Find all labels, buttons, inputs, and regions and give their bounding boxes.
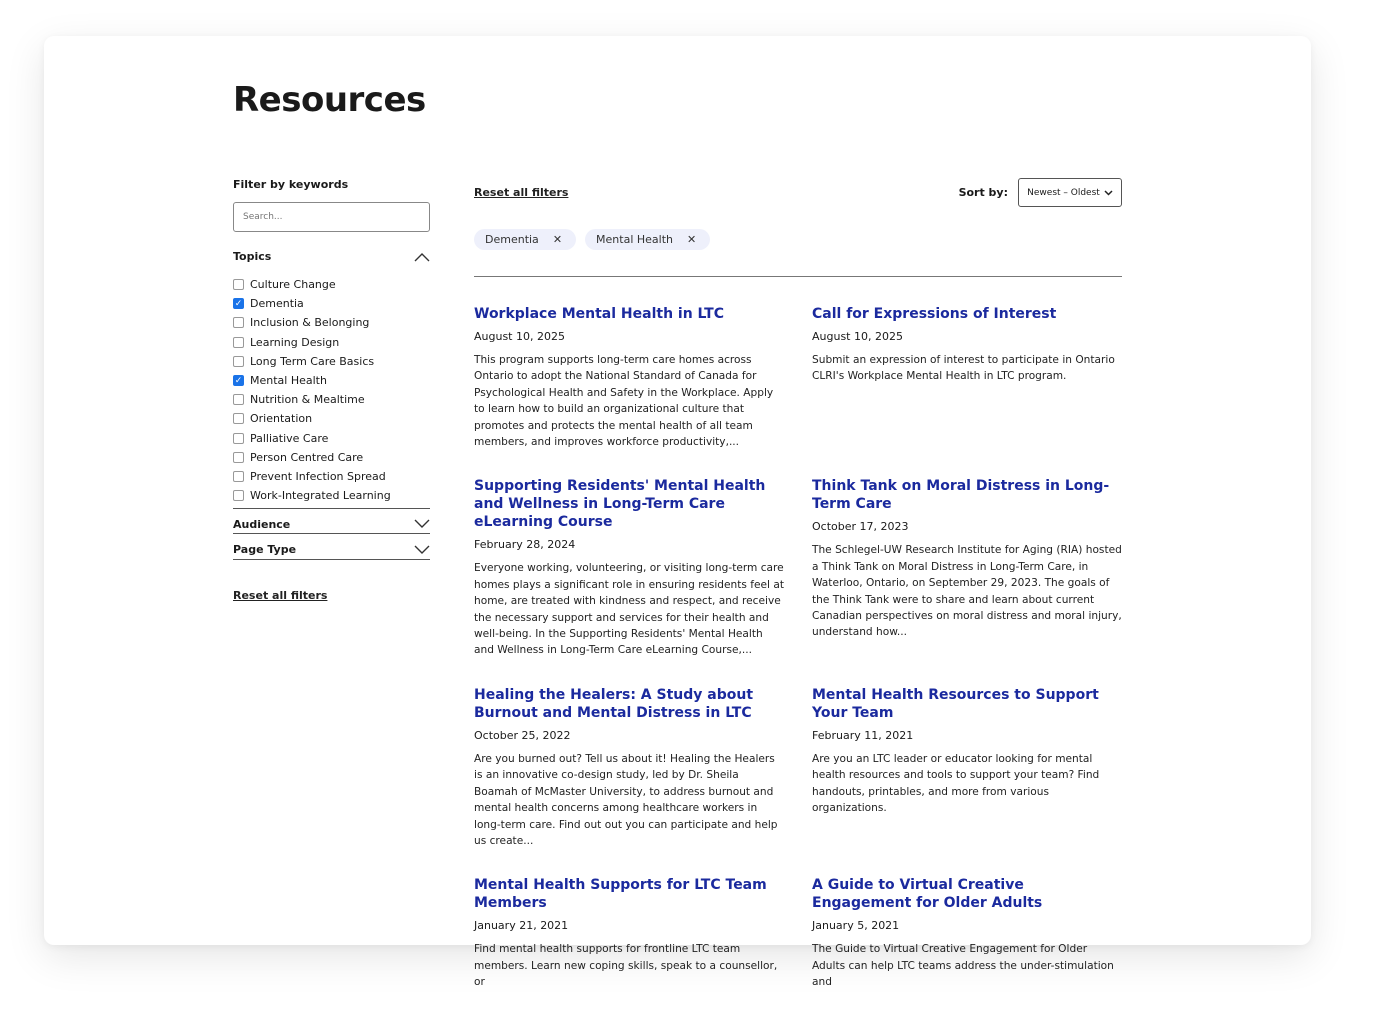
remove-chip-icon[interactable]: ✕ (552, 233, 563, 246)
result-item (812, 305, 1122, 450)
topic-checkbox[interactable] (233, 452, 244, 463)
page-type-accordion[interactable] (233, 534, 430, 560)
topics-header[interactable] (233, 250, 430, 263)
result-date: August 10, 2025 (812, 330, 903, 343)
result-date: January 21, 2021 (474, 919, 569, 933)
filter-chip (585, 229, 710, 250)
result-description: Find mental health supports for frontline LTC team members. Learn new coping skills, speak to a counsellor, or (474, 943, 778, 989)
result-description: This program supports long-term care homes across Ontario to adopt the National Standard of Canada for Psychological Health and Safety in the Workplace. Apply to learn how to build an organizational culture that promotes and protects the mental health of all team members, and improves workforce productivity,... (474, 354, 774, 449)
page-card (44, 36, 1311, 989)
topic-item[interactable] (233, 467, 430, 486)
result-description: Are you an LTC leader or educator looking for mental health resources and tools to support your team? Find handouts, printables, and more from various organizations. (812, 752, 1100, 815)
topic-item[interactable] (233, 333, 430, 352)
results-area (474, 178, 1122, 1018)
topic-item[interactable] (233, 371, 430, 390)
filter-sidebar (233, 178, 430, 602)
result-item (474, 305, 784, 450)
chip-label: Mental Health (596, 233, 673, 246)
result-date: October 25, 2022 (474, 728, 571, 742)
result-date: February 28, 2024 (474, 538, 576, 552)
topic-checkbox[interactable] (233, 433, 244, 444)
results-grid (474, 305, 1122, 1018)
audience-accordion[interactable] (233, 508, 430, 534)
result-item (812, 686, 1122, 849)
topic-checkbox[interactable]: ✓ (234, 375, 243, 386)
topic-checkbox[interactable] (233, 356, 244, 367)
topic-label: Dementia (250, 297, 304, 311)
result-date: October 17, 2023 (812, 520, 909, 534)
topic-item[interactable] (233, 294, 430, 313)
chevron-down-icon[interactable] (414, 519, 430, 529)
topic-label: Prevent Infection Spread (250, 469, 386, 483)
topic-label: Palliative Care (250, 431, 329, 445)
topic-item[interactable] (233, 313, 430, 332)
divider (474, 276, 1122, 277)
result-description: The Schlegel-UW Research Institute for Aging (RIA) hosted a Think Tank on Moral Distress in Long-Term Care, in Waterloo, Ontario, on September 29, 2023. The goals of the Think Tank were to share and learn about current Canadian perspectives on moral distress and moral injury, understand how... (812, 544, 1122, 639)
sidebar-reset-filters-link[interactable]: Reset all filters (233, 589, 328, 603)
topic-item[interactable] (233, 390, 430, 409)
result-description: Everyone working, volunteering, or visiting long-term care homes plays a significant role in ensuring residents feel at home, are treated with kindness and respect, and receive the necessary support and services for their health and well-being. In the Supporting Residents' Mental Health and Wellness in Long-Term Care eLearning Course,... (474, 562, 785, 657)
chevron-down-icon (1104, 190, 1113, 196)
topic-item[interactable] (233, 429, 430, 448)
page-type-label: Page Type (233, 543, 297, 557)
result-item (812, 477, 1122, 658)
topic-item[interactable] (233, 448, 430, 467)
filter-label: Filter by keywords (233, 178, 349, 191)
result-title-link[interactable]: Healing the Healers: A Study about Burnout and Mental Distress in LTC (474, 686, 754, 721)
result-item (474, 477, 784, 658)
result-title-link[interactable]: Workplace Mental Health in LTC (474, 306, 724, 322)
topic-item[interactable] (233, 275, 430, 294)
topic-label: Long Term Care Basics (250, 354, 375, 368)
topic-label: Inclusion & Belonging (250, 316, 370, 330)
topic-checkbox[interactable]: ✓ (234, 298, 243, 309)
topic-item[interactable] (233, 409, 430, 428)
topic-checkbox[interactable] (233, 471, 244, 482)
result-title-link[interactable]: Mental Health Resources to Support Your Team (812, 686, 1099, 721)
result-date: August 10, 2025 (474, 330, 565, 343)
topic-checkbox[interactable] (233, 337, 244, 348)
topic-checkbox[interactable] (233, 279, 244, 290)
topic-checkbox[interactable] (233, 490, 244, 501)
result-description: The Guide to Virtual Creative Engagement for Older Adults can help LTC teams address the under-stimulation and (812, 943, 1114, 989)
result-description: Are you burned out? Tell us about it! Healing the Healers is an innovative co-design study, led by Dr. Sheila Boamah of McMaster University, to address burnout and mental health concerns among healthcare workers in long-term care. Find out out you can participate and help us create... (474, 752, 778, 847)
sort-select[interactable] (1018, 178, 1122, 207)
reset-filters-link[interactable]: Reset all filters (474, 186, 569, 199)
result-item (812, 876, 1122, 990)
filter-chip (474, 229, 576, 250)
remove-chip-icon[interactable]: ✕ (687, 233, 697, 246)
topics-list (233, 275, 430, 505)
topics-label: Topics (233, 250, 272, 263)
topic-label: Nutrition & Mealtime (250, 393, 365, 407)
result-title-link[interactable]: Call for Expressions of Interest (812, 306, 1057, 322)
chip-label: Dementia (485, 233, 539, 246)
topic-label: Orientation (250, 412, 313, 426)
topic-label: Culture Change (250, 278, 336, 292)
result-title-link[interactable]: A Guide to Virtual Creative Engagement for Older Adults (812, 877, 1043, 912)
chevron-up-icon[interactable] (414, 252, 430, 262)
topic-checkbox[interactable] (233, 394, 244, 405)
result-title-link[interactable]: Supporting Residents' Mental Health and Wellness in Long-Term Care eLearning Course (474, 478, 766, 531)
sort-value: Newest – Oldest (1027, 187, 1100, 198)
result-title-link[interactable]: Think Tank on Moral Distress in Long-Term Care (812, 478, 1110, 513)
topic-checkbox[interactable] (233, 413, 244, 424)
topic-item[interactable] (233, 486, 430, 505)
sort-label: Sort by: (958, 186, 1008, 199)
topic-label: Mental Health (250, 374, 327, 388)
result-date: February 11, 2021 (812, 728, 914, 742)
chevron-down-icon[interactable] (414, 545, 430, 555)
page-title: Resources (233, 80, 426, 120)
result-title-link[interactable]: Mental Health Supports for LTC Team Members (474, 877, 767, 912)
result-description: Submit an expression of interest to participate in Ontario CLRI's Workplace Mental Health in LTC program. (812, 354, 1115, 383)
result-item (474, 876, 784, 990)
search-input[interactable] (233, 202, 430, 232)
topic-label: Person Centred Care (250, 450, 364, 464)
topic-label: Learning Design (250, 335, 340, 349)
topic-checkbox[interactable] (233, 317, 244, 328)
result-date: January 5, 2021 (812, 919, 900, 933)
active-filter-chips (474, 229, 1122, 250)
topic-label: Work-Integrated Learning (250, 489, 391, 503)
audience-label: Audience (233, 517, 291, 531)
result-item (474, 686, 784, 849)
topic-item[interactable] (233, 352, 430, 371)
